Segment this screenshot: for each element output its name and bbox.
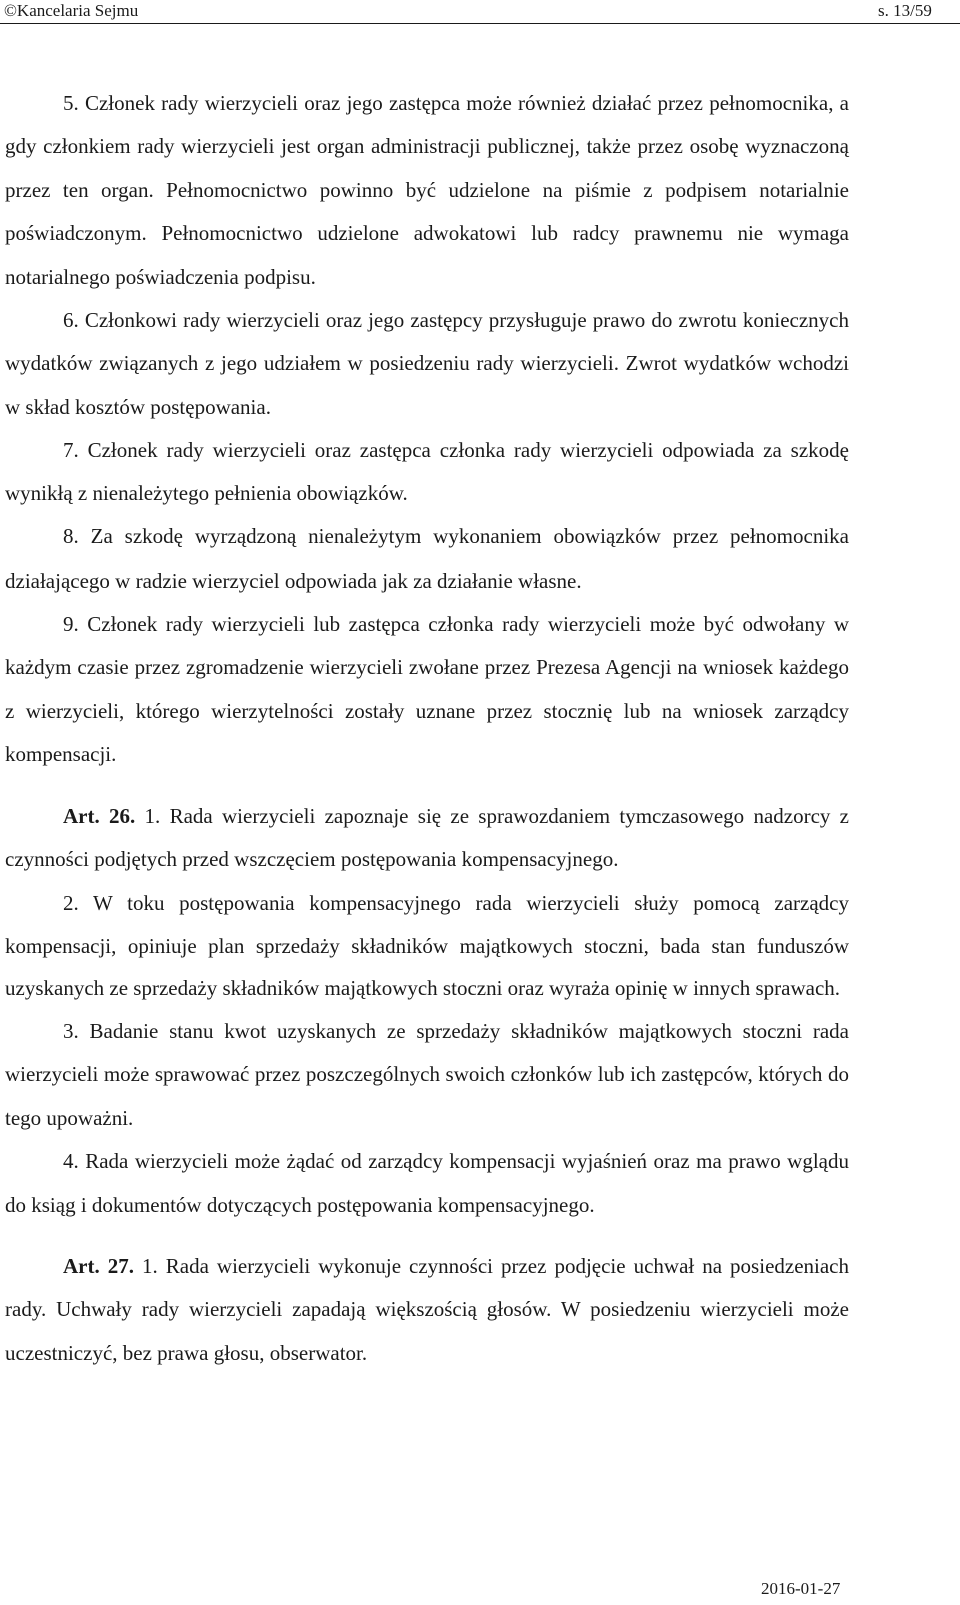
page-number: s. 13/59: [878, 1, 932, 20]
paragraph-7: 7. Członek rady wierzycieli oraz zastępca członka rady wierzycieli odpowiada za szkodę wynikłą z nienależytego pełnienia obowiązków.: [5, 438, 849, 505]
article-26-paragraph-3: 3. Badanie stanu kwot uzyskanych ze sprzedaży składników majątkowych stoczni rada wierzycieli może sprawować przez poszczególnych swoich członków lub ich zastępców, których do tego upoważni.: [5, 1019, 849, 1130]
article-27-text: 1. Rada wierzycieli wykonuje czynności przez podjęcie uchwał na posiedzeniach rady. Uchwały rady wierzycieli zapadają większością głosów. W posiedzeniu wierzycieli może uczestniczyć, bez prawa głosu, obserwator.: [5, 1254, 850, 1365]
document-body: [5, 82, 849, 1375]
article-26-paragraph-4: 4. Rada wierzycieli może żądać od zarządcy kompensacji wyjaśnień oraz ma prawo wglądu do ksiąg i dokumentów dotyczących postępowania kompensacyjnego.: [5, 1149, 849, 1217]
article-26-paragraph-1: [5, 795, 849, 883]
article-26-text: 1. Rada wierzycieli zapoznaje się ze sprawozdaniem tymczasowego nadzorcy z czynności podjętych przed wszczęciem postępowania kompensacyjnego.: [5, 803, 850, 872]
header-rule: [0, 23, 960, 24]
paragraph-5: 5. Członek rady wierzycieli oraz jego zastępca może również działać przez pełnomocnika, a gdy członkiem rady wierzycieli jest organ administracji publicznej, także przez osobę wyznaczoną przez ten organ. Pełnomocnictwo powinno być udzielone na piśmie z podpisem notarialnie poświadczonym. Pełnomocnictwo udzielone adwokatowi lub radcy prawnemu nie wymaga notarialnego poświadczenia podpisu.: [5, 91, 849, 289]
copyright-notice: ©Kancelaria Sejmu: [4, 1, 139, 20]
article-27-label: Art. 27.: [63, 1254, 134, 1279]
paragraph-6: 6. Członkowi rady wierzycieli oraz jego zastępcy przysługuje prawo do zwrotu koniecznych wydatków związanych z jego udziałem w posiedzeniu rady wierzycieli. Zwrot wydatków wchodzi w skład kosztów postępowania.: [5, 308, 849, 419]
article-27-paragraph-1: [5, 1245, 849, 1375]
article-26-label: Art. 26.: [63, 803, 136, 828]
paragraph-9: 9. Członek rady wierzycieli lub zastępca członka rady wierzycieli może być odwołany w każdym czasie przez zgromadzenie wierzycieli zwołane przez Prezesa Agencji na wniosek każdego z wierzycieli, którego wierzytelności zostały uznane przez stocznię lub na wniosek zarządcy kompensacji.: [5, 612, 849, 767]
article-26-paragraph-2: 2. W toku postępowania kompensacyjnego rada wierzycieli służy pomocą zarządcy kompensacji, opiniuje plan sprzedaży składników majątkowych stoczni, bada stan funduszów uzyskanych ze sprzedaży składników majątkowych stoczni oraz wyraża opinię w innych sprawach.: [5, 891, 849, 1001]
document-date: 2016-01-27: [761, 1579, 841, 1598]
paragraph-8: 8. Za szkodę wyrządzoną nienależytym wykonaniem obowiązków przez pełnomocnika działającego w radzie wierzyciel odpowiada jak za działanie własne.: [5, 524, 849, 593]
